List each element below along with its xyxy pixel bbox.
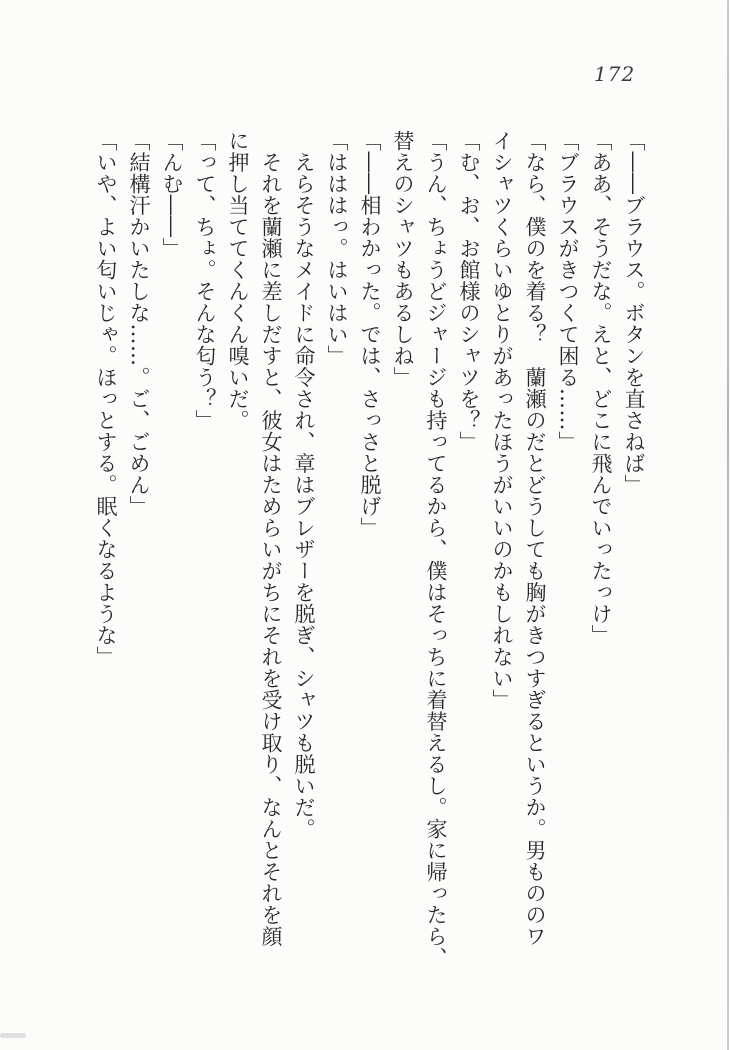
text-line: イシャツくらいゆとりがあったほうがいいのかもしれない」 bbox=[490, 130, 514, 711]
text-line: 「む、お、お館様のシャツを？」 bbox=[457, 130, 481, 453]
page-edge-line bbox=[727, 0, 729, 1050]
text-line: 「んむ――」 bbox=[160, 130, 184, 259]
text-line: 「なら、僕のを着る？ 蘭瀬のだとどうしても胸がきつすぎるというか。男もののワ bbox=[523, 130, 547, 947]
text-line: 「結構汗かいたしな……。ご、ごめん」 bbox=[127, 130, 151, 517]
text-line: それを蘭瀬に差しだすと、彼女はためらいがちにそれを受け取り、なんとそれを顔 bbox=[259, 130, 283, 947]
text-line: 「ああ、そうだな。えと、どこに飛んでいったっけ」 bbox=[589, 130, 613, 646]
scan-artifact bbox=[0, 1033, 26, 1038]
text-line: 「――ブラウス。ボタンを直さねば」 bbox=[622, 130, 646, 496]
text-line: 「――相わかった。では、さっさと脱げ」 bbox=[358, 130, 382, 539]
text-line: 「はははっ。はいはい」 bbox=[325, 130, 349, 367]
vertical-text-block bbox=[89, 130, 650, 975]
text-line: に押し当ててくんくん嗅いだ。 bbox=[226, 130, 250, 431]
text-line: 「いや、よい匂いじゃ。ほっとする。眠くなるような」 bbox=[94, 130, 118, 668]
text-line: 「ブラウスがきつくて困る……」 bbox=[556, 130, 580, 453]
text-line: 「って、ちょ。そんな匂う？」 bbox=[193, 130, 217, 431]
text-line: えらそうなメイドに命令され、章はブレザーを脱ぎ、シャツも脱いだ。 bbox=[292, 130, 316, 840]
text-line: 替えのシャツもあるしね」 bbox=[391, 130, 415, 388]
text-line: 「うん、ちょうどジャージも持ってるから、僕はそっちに着替えるし。家に帰ったら、 bbox=[424, 130, 448, 969]
page-number: 172 bbox=[594, 62, 636, 86]
